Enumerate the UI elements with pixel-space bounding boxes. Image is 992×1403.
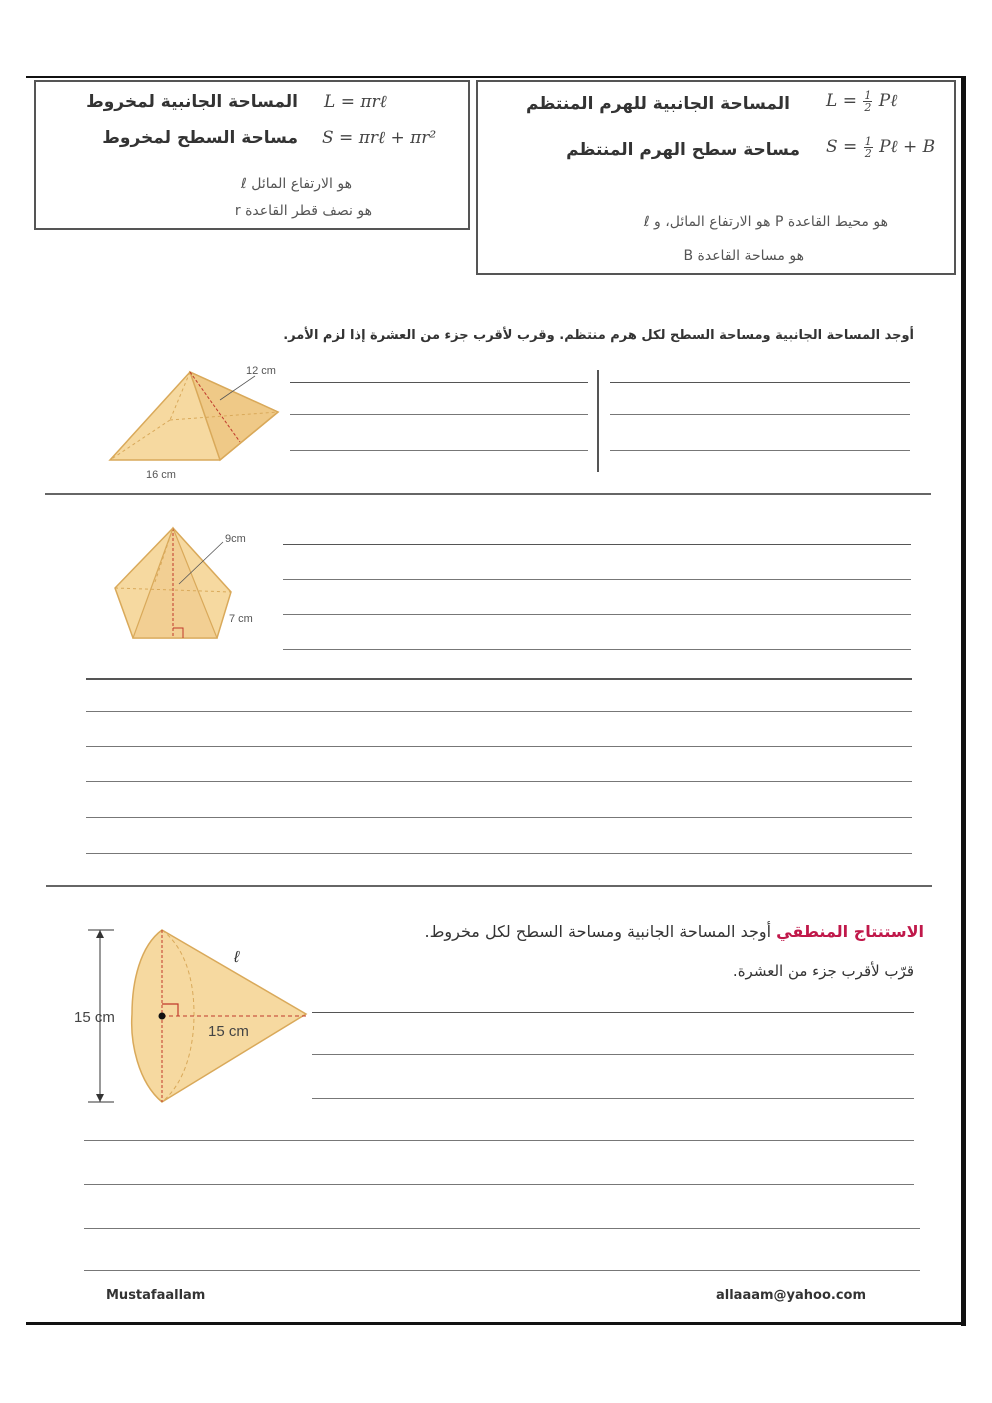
section-divider: [45, 493, 931, 495]
answer-line[interactable]: [610, 450, 910, 451]
pentagonal-pyramid-figure: [105, 522, 265, 642]
pyramid-surface-label: مساحة سطح الهرم المنتظم: [566, 140, 800, 160]
answer-line[interactable]: [84, 1140, 914, 1141]
cone-radius-label: 15 cm: [208, 1023, 249, 1040]
answer-line[interactable]: [84, 1228, 920, 1229]
height-arrow-top: [96, 930, 104, 938]
answer-line[interactable]: [610, 414, 910, 415]
answer-line[interactable]: [283, 579, 911, 580]
column-divider: [597, 370, 599, 472]
answer-line[interactable]: [86, 853, 912, 854]
answer-line[interactable]: [290, 450, 588, 451]
section-divider: [46, 885, 932, 887]
answer-line[interactable]: [86, 817, 912, 818]
instruction-text: أوجد المساحة الجانبية ومساحة السطح لكل هرم منتظم. وقرب لأقرب جزء من العشرة إذا لزم الأمر.: [283, 328, 914, 343]
cone-height-label: 15 cm: [74, 1009, 115, 1026]
pyramid-lateral-label: المساحة الجانبية للهرم المنتظم: [526, 94, 790, 114]
cone-problem-line1: الاستنتاج المنطقي أوجد المساحة الجانبية ومساحة السطح لكل مخروط.: [424, 922, 924, 941]
cone-note-l: ℓ هو الارتفاع المائل: [241, 176, 352, 192]
page-frame-right: [961, 76, 966, 1326]
page-frame-top: [26, 76, 964, 78]
pyramid-surface-formula: S = $\frac{1}{2}$ Pℓ + B: [826, 135, 936, 160]
answer-line[interactable]: [84, 1270, 920, 1271]
answer-line[interactable]: [290, 382, 588, 383]
cone-slant-symbol: ℓ: [234, 949, 240, 966]
answer-line[interactable]: [86, 678, 912, 680]
pyramid-note-lp: ℓ هو الارتفاع المائل، و P هو محيط القاعدة: [643, 214, 888, 230]
cone-problem-heading: الاستنتاج المنطقي: [776, 922, 924, 941]
cone-lateral-formula: L = πrℓ: [324, 92, 387, 112]
answer-line[interactable]: [86, 746, 912, 747]
footer-author: Mustafaallam: [106, 1288, 206, 1303]
height-arrow-bottom: [96, 1094, 104, 1102]
square-pyramid-figure: [100, 360, 290, 485]
cone-center-point: [159, 1013, 166, 1020]
answer-line[interactable]: [312, 1098, 914, 1099]
pyramid-lateral-formula: L = $\frac{1}{2}$ Pℓ: [826, 89, 898, 114]
answer-line[interactable]: [86, 711, 912, 712]
pyramid-note-b: B هو مساحة القاعدة: [683, 248, 804, 264]
answer-line[interactable]: [312, 1054, 914, 1055]
page-frame-bottom: [26, 1322, 966, 1325]
answer-line[interactable]: [290, 414, 588, 415]
answer-line[interactable]: [84, 1184, 914, 1185]
cone-problem-line2: قرّب لأقرب جزء من العشرة.: [732, 962, 914, 980]
pyramid1-slant-label: 12 cm: [246, 365, 276, 377]
pyramid-formulas-box: [476, 80, 956, 275]
cone-surface-formula: S = πrℓ + πr²: [322, 128, 437, 148]
answer-line[interactable]: [312, 1012, 914, 1013]
answer-line[interactable]: [86, 781, 912, 782]
cone-note-r: r هو نصف قطر القاعدة: [234, 203, 372, 219]
answer-line[interactable]: [283, 544, 911, 545]
answer-line[interactable]: [283, 649, 911, 650]
pyramid2-base-label: 7 cm: [229, 613, 253, 625]
footer-email[interactable]: allaaam@yahoo.com: [716, 1288, 867, 1303]
answer-line[interactable]: [610, 382, 910, 383]
cone-surface-label: مساحة السطح لمخروط: [102, 128, 298, 148]
cone-formulas-box: [34, 80, 470, 230]
cone-figure: [70, 922, 310, 1114]
pyramid2-slant-label: 9cm: [225, 533, 246, 545]
cone-lateral-label: المساحة الجانبية لمخروط: [86, 92, 298, 112]
answer-line[interactable]: [283, 614, 911, 615]
pyramid1-base-label: 16 cm: [146, 469, 176, 481]
